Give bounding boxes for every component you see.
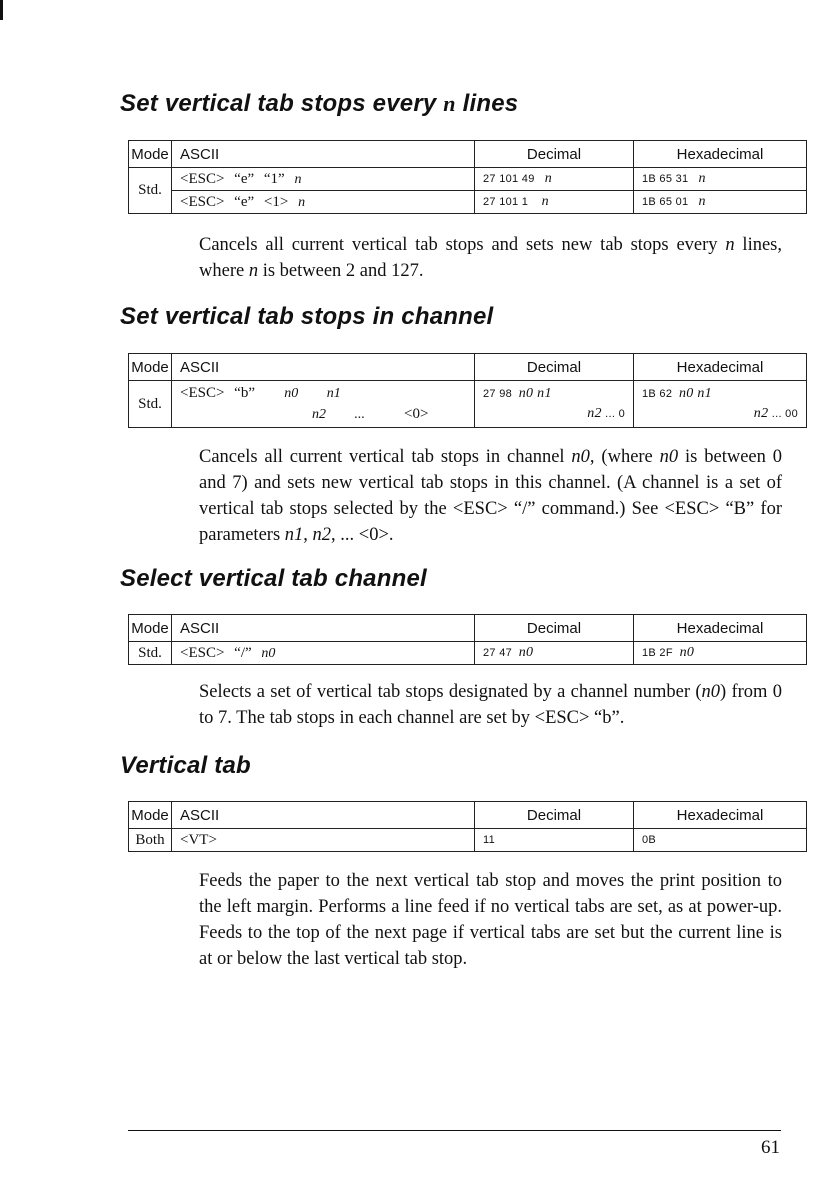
header-decimal: Decimal (475, 354, 634, 381)
ascii-value: <ESC> “e” <1> (180, 193, 289, 210)
table-row (129, 829, 807, 852)
desc-text: ) from 0 to 7. The tab stops in each channel are set by <ESC> “b”. (199, 682, 783, 728)
ascii-variable: n0 n1 (284, 386, 341, 401)
command-table-2 (128, 353, 807, 428)
decimal-value: 27 98 (483, 388, 513, 400)
header-mode: Mode (129, 141, 172, 168)
header-decimal: Decimal (475, 615, 634, 642)
ascii-variable: n0 (261, 645, 276, 661)
desc-variable: n2 (312, 525, 332, 545)
desc-text: Cancels all current vertical tab stops in channel (199, 447, 572, 467)
section-title-tab-stops-in-channel: Set vertical tab stops in channel (120, 303, 494, 330)
decimal-value: 27 101 49 (483, 173, 535, 185)
ascii-variable: n2 ... (312, 407, 365, 422)
desc-text: , ... <0>. (331, 525, 394, 545)
section-description (199, 232, 782, 284)
decimal-value: ... 0 (605, 408, 625, 420)
table-header-row (129, 615, 807, 642)
header-decimal: Decimal (475, 802, 634, 829)
ascii-cell: <VT> (172, 829, 475, 852)
decimal-cell (475, 381, 634, 428)
hex-value: 1B 65 31 (642, 173, 689, 185)
ascii-variable: n (294, 171, 302, 187)
footer-rule (128, 1130, 781, 1131)
hex-value: 1B 65 01 (642, 196, 689, 208)
hex-variable: n2 (753, 406, 769, 421)
desc-variable: n (248, 261, 259, 281)
decimal-cell: 11 (475, 829, 634, 852)
ascii-value: <0> (404, 406, 429, 422)
section-description (199, 679, 782, 731)
desc-variable: n0 (701, 682, 720, 702)
command-table-4 (128, 801, 807, 852)
section-title-select-tab-channel: Select vertical tab channel (120, 565, 427, 592)
decimal-cell (475, 168, 634, 191)
decimal-variable: n0 (518, 645, 534, 660)
desc-text: , (where (589, 447, 660, 467)
section-title-tab-stops-every-n-lines (120, 90, 518, 118)
ascii-value: <ESC> “/” (180, 644, 252, 661)
mode-cell: Both (129, 829, 172, 852)
hex-value: 1B 2F (642, 647, 673, 659)
hex-cell (634, 168, 807, 191)
decimal-variable: n (544, 171, 553, 186)
ascii-value: <ESC> “e” “1” (180, 170, 285, 187)
ascii-variable: n (298, 194, 306, 210)
mode-cell: Std. (129, 168, 172, 214)
header-ascii: ASCII (172, 802, 475, 829)
desc-text: is between 2 and 127. (258, 261, 424, 281)
ascii-cell (172, 642, 475, 665)
header-decimal: Decimal (475, 141, 634, 168)
hex-variable: n0 (679, 645, 695, 660)
hex-variable: n (698, 171, 706, 186)
hex-value: ... 00 (771, 408, 798, 420)
ascii-cell (172, 168, 475, 191)
decimal-cell (475, 642, 634, 665)
decimal-value: 27 47 (483, 647, 513, 659)
table-row (129, 191, 807, 214)
table-header-row (129, 802, 807, 829)
table-row (129, 168, 807, 191)
header-hexadecimal: Hexadecimal (634, 354, 807, 381)
desc-text: Selects a set of vertical tab stops designated by a channel number ( (199, 682, 702, 702)
desc-variable: n1 (284, 525, 304, 545)
hex-cell: 0B (634, 829, 807, 852)
section-description: Feeds the paper to the next vertical tab stop and moves the print position to the left margin. Performs a line feed if no vertical tabs are set, as at power-up. Feeds to the top of the next page if vertical tabs are set but the current line is at or below the last vertical tab stop. (199, 871, 782, 969)
hex-cell (634, 642, 807, 665)
header-hexadecimal: Hexadecimal (634, 615, 807, 642)
desc-text: is between 0 and 7) and sets new vertical tab stops in this channel. (A channel is a set of vertical tab stops selected by the <ESC> “/” command.) See <ESC> “B” for parameters (199, 447, 782, 545)
decimal-cell (475, 191, 634, 214)
hex-value: 1B 62 (642, 388, 673, 400)
hex-cell (634, 381, 807, 428)
title-text: Set vertical tab stops every (120, 90, 437, 117)
title-text-end: lines (462, 90, 519, 117)
scan-edge-mark (0, 0, 3, 20)
table-row (129, 381, 807, 428)
desc-variable: n (725, 235, 735, 255)
desc-variable: n0 (659, 447, 679, 467)
desc-variable: n0 (571, 447, 590, 467)
decimal-variable: n (541, 194, 549, 209)
decimal-variable: n0 n1 (518, 386, 552, 401)
desc-text: Cancels all current vertical tab stops and sets new tab stops every (199, 235, 726, 255)
ascii-cell (172, 191, 475, 214)
header-mode: Mode (129, 615, 172, 642)
ascii-value: <ESC> “b” (180, 385, 255, 401)
hex-variable: n0 n1 (678, 386, 712, 401)
hex-cell (634, 191, 807, 214)
header-mode: Mode (129, 354, 172, 381)
table-header-row (129, 354, 807, 381)
header-hexadecimal: Hexadecimal (634, 802, 807, 829)
table-header-row (129, 141, 807, 168)
header-ascii: ASCII (172, 615, 475, 642)
page-number: 61 (761, 1137, 780, 1158)
desc-text: , (303, 525, 313, 545)
section-description (199, 444, 782, 548)
header-hexadecimal: Hexadecimal (634, 141, 807, 168)
title-variable: n (443, 91, 456, 116)
ascii-cell (172, 381, 475, 428)
decimal-value: 27 101 1 (483, 196, 529, 208)
desc-text: lines, where (199, 235, 782, 281)
decimal-variable: n2 (587, 406, 602, 421)
header-mode: Mode (129, 802, 172, 829)
mode-cell: Std. (129, 381, 172, 428)
hex-variable: n (698, 194, 706, 209)
header-ascii: ASCII (172, 354, 475, 381)
command-table-3 (128, 614, 807, 665)
header-ascii: ASCII (172, 141, 475, 168)
table-row (129, 642, 807, 665)
command-table-1 (128, 140, 807, 214)
section-title-vertical-tab: Vertical tab (120, 752, 251, 779)
mode-cell: Std. (129, 642, 172, 665)
